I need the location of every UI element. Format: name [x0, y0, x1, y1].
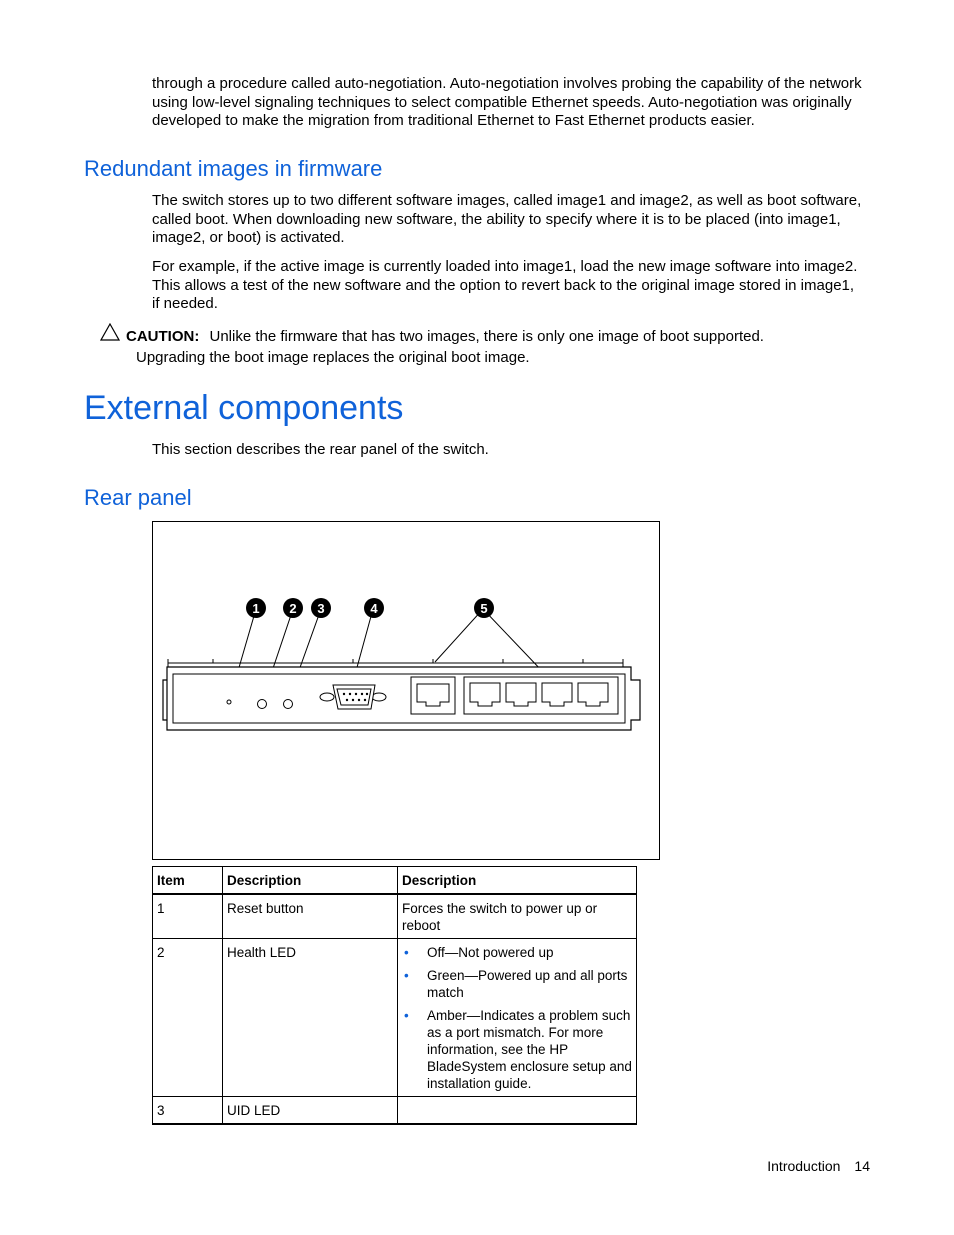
caution-triangle-icon — [100, 323, 126, 347]
footer-section: Introduction — [767, 1158, 841, 1174]
item-description — [398, 1097, 637, 1125]
callout-1: 1 — [252, 601, 260, 616]
column-header: Item — [153, 867, 223, 895]
list-item: • Green—Powered up and all ports match — [402, 967, 632, 1001]
table-header-row — [153, 867, 637, 895]
column-header: Description — [223, 867, 398, 895]
rear-panel-illustration — [153, 522, 659, 859]
caution-text-2: Upgrading the boot image replaces the original boot image. — [136, 349, 530, 366]
redundant-paragraph-2: For example, if the active image is currently loaded into image1, load the new image software into image2. This allows a test of the new software and the option to revert back to the original image stored in image1, if needed. — [152, 258, 858, 312]
table-row — [153, 939, 637, 1097]
callout-2: 2 — [289, 601, 297, 616]
caution-label: CAUTION: — [126, 328, 200, 345]
item-number: 1 — [153, 894, 223, 939]
rear-panel-heading: Rear panel — [84, 485, 192, 510]
external-components-heading: External components — [84, 389, 404, 427]
item-name: Health LED — [223, 939, 398, 1097]
rear-panel-figure — [152, 521, 660, 860]
column-header: Description — [398, 867, 637, 895]
item-number: 3 — [153, 1097, 223, 1125]
page-footer — [767, 1158, 870, 1174]
callout-5: 5 — [480, 601, 488, 616]
item-name: Reset button — [223, 894, 398, 939]
table-row — [153, 1097, 637, 1125]
list-item: • Amber—Indicates a problem such as a port mismatch. For more information, see the HP BladeSystem enclosure setup and installation guide. — [402, 1007, 632, 1092]
external-components-paragraph: This section describes the rear panel of the switch. — [152, 441, 489, 458]
intro-paragraph: through a procedure called auto-negotiation. Auto-negotiation involves probing the capability of the network using low-level signaling techniques to select compatible Ethernet speeds. Auto-negotiation was originally developed to make the migration from traditional Ethernet to Fast Ethernet products easier. — [152, 75, 862, 129]
callout-3: 3 — [317, 601, 325, 616]
caution-text-1: Unlike the firmware that has two images, there is only one image of boot supported. — [209, 328, 764, 345]
caution-note — [100, 323, 860, 368]
health-led-states — [402, 944, 632, 1092]
redundant-paragraph-1: The switch stores up to two different software images, called image1 and image2, as well as boot software, called boot. When downloading new software, the ability to specify where it is to be placed (into image1, image2, or boot) is activated. — [152, 192, 862, 246]
item-number: 2 — [153, 939, 223, 1097]
rear-panel-table — [152, 866, 637, 1125]
page-number: 14 — [854, 1158, 870, 1174]
item-name: UID LED — [223, 1097, 398, 1125]
list-item: • Off—Not powered up — [402, 944, 632, 961]
item-description — [398, 939, 637, 1097]
callout-4: 4 — [370, 601, 378, 616]
item-description: Forces the switch to power up or reboot — [398, 894, 637, 939]
redundant-images-heading: Redundant images in firmware — [84, 156, 383, 181]
table-row — [153, 894, 637, 939]
